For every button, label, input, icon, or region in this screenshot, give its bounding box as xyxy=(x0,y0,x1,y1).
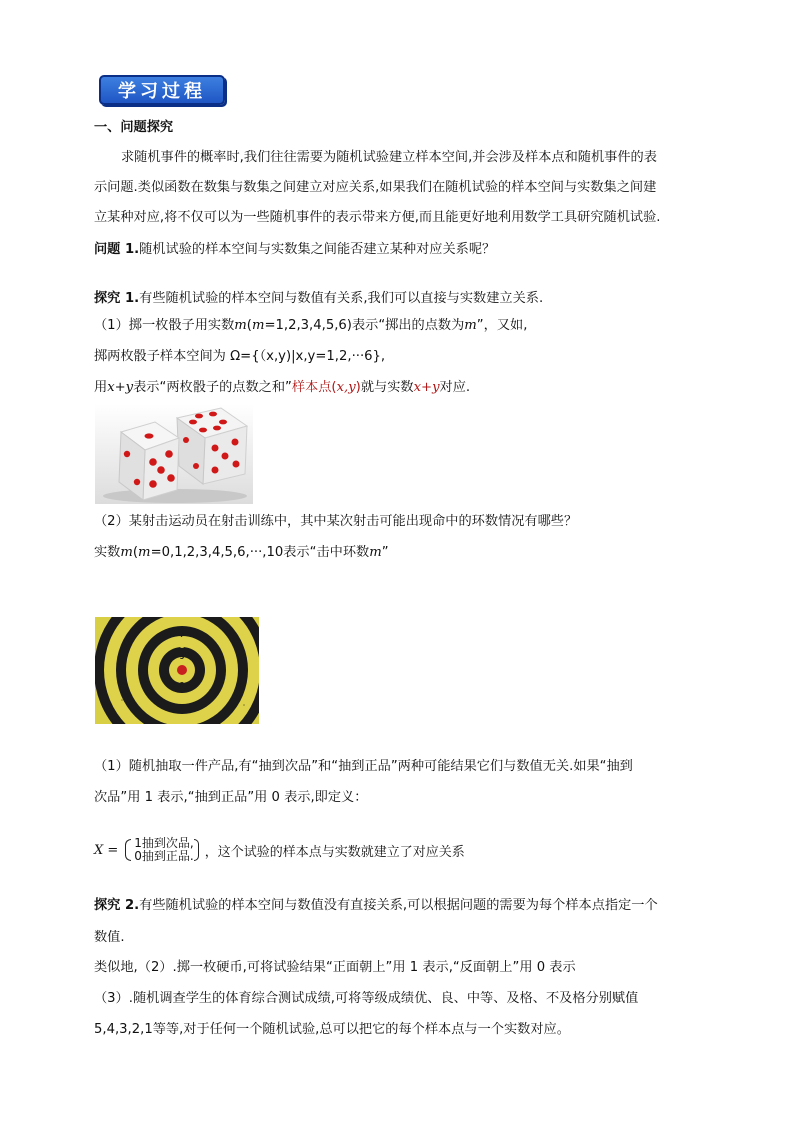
explore-2-line-5: 5,4,3,2,1等等,对于任何一个随机试验,总可以把它的每个样本点与一个实数对应。 xyxy=(94,1022,570,1037)
text-span: ( xyxy=(246,318,252,333)
case-good: 0抽到正品. xyxy=(134,849,194,863)
formula-tail: ，这个试验的样本点与实数就建立了对应关系 xyxy=(204,844,465,860)
text-span: =1,2,3,4,5,6)表示“掷出的点数为 xyxy=(264,318,465,333)
explore-2-line-2: 数值. xyxy=(94,930,125,945)
formula-cases xyxy=(124,837,193,863)
red-span: ) xyxy=(355,380,361,395)
question-1-label: 问题 1. xyxy=(94,242,140,257)
intro-line-1: 求随机事件的概率时,我们往往需要为随机试验建立样本空间,并会涉及样本点和随机事件的表 xyxy=(121,150,657,165)
shooting-item-2: （2）某射击运动员在射击训练中，其中某次射击可能出现命中的环数情况有哪些？ xyxy=(94,514,578,529)
explore-2 xyxy=(94,896,658,916)
text-span: 表示“两枚骰子的点数之和” xyxy=(133,380,292,395)
text-span: ( xyxy=(132,545,139,560)
product-line-1: （1）随机抽取一件产品,有“抽到次品”和“抽到正品”两种可能结果它们与数值无关.如果“抽到 xyxy=(94,759,633,774)
target-number: 6 xyxy=(179,714,185,722)
text-span: 对应. xyxy=(439,380,471,395)
var-m: m xyxy=(251,318,265,333)
red-var: x,y xyxy=(336,380,356,395)
dice-image xyxy=(95,404,253,504)
section-heading: 一、问题探究 xyxy=(94,120,174,135)
text-span: 用 xyxy=(94,380,108,395)
question-1-text: 随机试验的样本空间与实数集之间能否建立某种对应关系呢？ xyxy=(139,242,496,257)
explore-2-text: 有些随机试验的样本空间与数值没有直接关系,可以根据问题的需要为每个样本点指定一个 xyxy=(139,898,658,913)
text-span: 实数 xyxy=(94,545,121,560)
explore-2-line-4: （3）.随机调查学生的体育综合测试成绩,可将等级成绩优、良、中等、及格、不及格分别赋值 xyxy=(94,991,639,1006)
omega-line: 掷两枚骰子样本空间为 Ω={（x,y)|x,y=1,2,···6}, xyxy=(94,349,386,364)
product-line-2: 次品”用 1 表示,“抽到正品”用 0 表示,即定义： xyxy=(94,790,368,805)
intro-line-3: 立某种对应,将不仅可以为一些随机事件的表示带来方便,而且能更好地利用数学工具研究随机试验. xyxy=(94,210,661,225)
var-m: m xyxy=(120,545,133,560)
section-badge: 学习过程 xyxy=(99,75,225,105)
target-number: 8 xyxy=(179,692,185,700)
explore-1-label: 探究 1. xyxy=(94,291,140,306)
target-number: 8 xyxy=(179,642,185,650)
text-span: （1）掷一枚骰子用实数 xyxy=(94,318,235,333)
dice-item-1 xyxy=(94,316,527,336)
formula-lhs: X = xyxy=(94,842,119,858)
target-number: 9 xyxy=(179,653,185,661)
target-number: 9 xyxy=(179,681,185,689)
var-m: m xyxy=(369,545,382,560)
red-span: 样本点( xyxy=(291,380,337,395)
text-span: ”，又如, xyxy=(476,318,528,333)
target-number: 6 xyxy=(179,620,185,628)
explore-2-line-3: 类似地,（2）.掷一枚硬币,可将试验结果“正面朝上”用 1 表示,“反面朝上”用 0 表示 xyxy=(94,960,576,975)
red-var: x+y xyxy=(413,380,440,395)
text-span: ” xyxy=(381,545,389,560)
piecewise-formula xyxy=(94,830,465,870)
shooting-m-line xyxy=(94,543,389,563)
explore-1 xyxy=(94,289,543,309)
dice-sum-line xyxy=(94,378,470,398)
case-defective: 1抽到次品, xyxy=(134,836,194,850)
target-image xyxy=(95,617,259,724)
intro-line-2: 示问题.类似函数在数集与数集之间建立对应关系,如果我们在随机试验的样本空间与实数集之间建 xyxy=(94,180,657,195)
explore-2-label: 探究 2. xyxy=(94,898,140,913)
target-number: 7 xyxy=(179,703,185,711)
var-m: m xyxy=(464,318,477,333)
question-1 xyxy=(94,240,495,260)
explore-1-text: 有些随机试验的样本空间与数值有关系,我们可以直接与实数建立关系. xyxy=(139,291,544,306)
var-m: m xyxy=(138,545,151,560)
text-span: 就与实数 xyxy=(360,380,414,395)
text-span: =0,1,2,3,4,5,6,···,10表示“击中环数 xyxy=(150,545,370,560)
var-m: m xyxy=(234,318,247,333)
target-number: 7 xyxy=(179,631,185,639)
var-xy: x+y xyxy=(107,380,134,395)
